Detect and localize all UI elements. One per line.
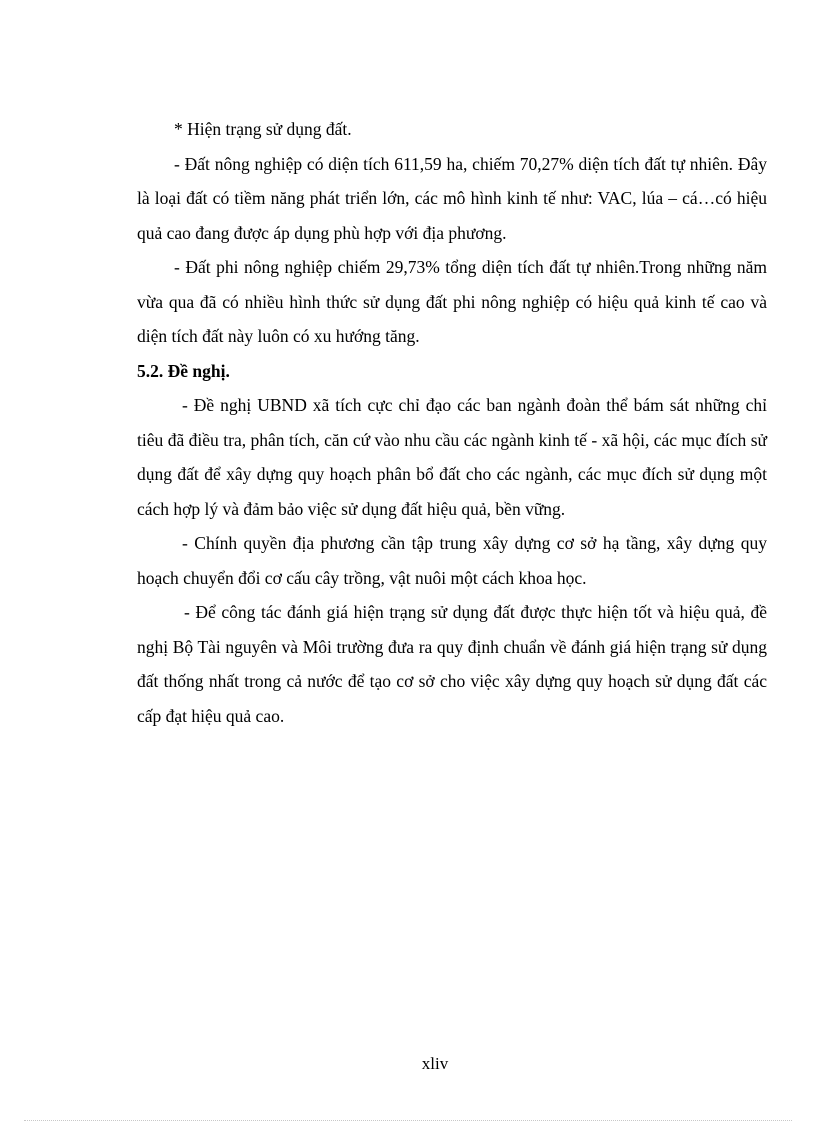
footer-divider xyxy=(24,1120,792,1121)
page-number: xliv xyxy=(421,1054,449,1073)
paragraph-recommendation-infrastructure: - Chính quyền địa phương cần tập trung xây dựng cơ sở hạ tầng, xây dựng quy hoạch chuyển đổi cơ cấu cây trồng, vật nuôi một cách khoa học. xyxy=(137,533,767,588)
paragraph-recommendation-ministry: - Để công tác đánh giá hiện trạng sử dụng đất được thực hiện tốt và hiệu quả, đề nghị Bộ Tài nguyên và Môi trường đưa ra quy định chuẩn về đánh giá hiện trạng sử dụng đất thống nhất trong cả nước để tạo cơ sở cho việc xây dựng quy hoạch sử dụng đất các cấp đạt hiệu quả cao. xyxy=(137,602,767,726)
document-body xyxy=(137,112,767,733)
paragraph-recommendation-ubnd: - Đề nghị UBND xã tích cực chỉ đạo các ban ngành đoàn thể bám sát những chỉ tiêu đã điều tra, phân tích, căn cứ vào nhu cầu các ngành kinh tế - xã hội, các mục đích sử dụng đất để xây dựng quy hoạch phân bổ đất cho các ngành, các mục đích sử dụng một cách hợp lý và đảm bảo việc sử dụng đất hiệu quả, bền vững. xyxy=(137,395,767,519)
section-heading-recommendations: 5.2. Đề nghị. xyxy=(137,360,230,381)
status-subtitle: * Hiện trạng sử dụng đất. xyxy=(174,119,352,139)
paragraph-agricultural-land: - Đất nông nghiệp có diện tích 611,59 ha, chiếm 70,27% diện tích đất tự nhiên. Đây là loại đất có tiềm năng phát triển lớn, các mô hình kinh tế như: VAC, lúa – cá…có hiệu quả cao đang được áp dụng phù hợp với địa phương. xyxy=(137,153,767,243)
paragraph-non-agricultural-land: - Đất phi nông nghiệp chiếm 29,73% tổng diện tích đất tự nhiên.Trong những năm vừa qua đã có nhiều hình thức sử dụng đất phi nông nghiệp có hiệu quả kinh tế cao và diện tích đất này luôn có xu hướng tăng. xyxy=(137,257,767,346)
